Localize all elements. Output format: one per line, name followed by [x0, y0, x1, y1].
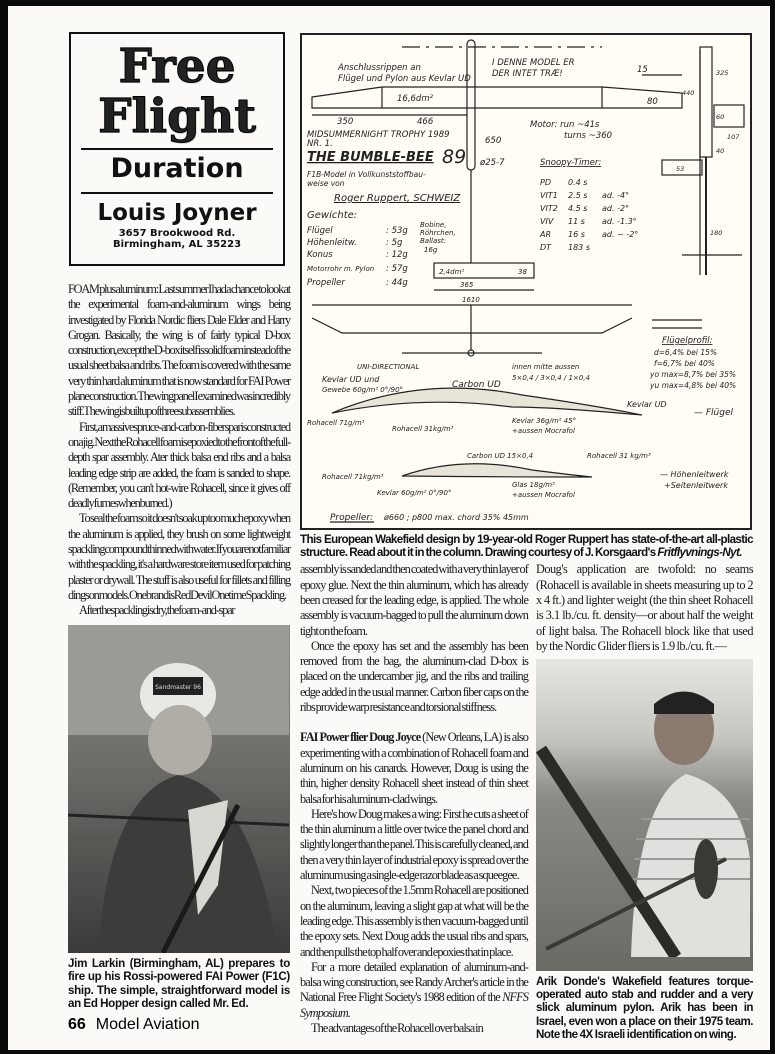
trophy-label: NR. 1.: [307, 139, 333, 149]
paragraph: FOAM plus aluminum: Last summer I had a chance to look at the experimental foam-and-aluminum wings being investigated by Florida Nordic fliers Dale Elder and Harry Grogan. Basically, the wing is of fairly typical D-box construction, except the D-box itself is solid foam instead of the usual sheet balsa and ribs. The foam is covered with the same very thin hard aluminum that is now standard for FAI Power plane construction. The wing panel I examined was incredibly stiff. The wing is built up of three subassemblies.: [68, 282, 290, 419]
article-column-1: [68, 282, 290, 619]
paragraph: First, a massive spruce-and-carbon-fiber spar is constructed on a jig. Next the Rohacell foam is epoxied to the front of the full-depth spar assembly. Ater thick balsa end ribs and a balsa leading edge strip are added, the foam is sanded to shape. (Remember, you can't hot-wire Rohacell, since it gives off deadly fumes when burned.): [68, 419, 290, 511]
weight-label: Motorrohr m. Pylon: [307, 265, 375, 273]
weight-value: : 44g: [386, 278, 408, 288]
dimension-label: 40: [716, 147, 725, 155]
section-note: Kevlar UD: [627, 400, 667, 409]
paragraph: After the spackling is dry, the foam-and-spar: [79, 603, 235, 618]
timer-note: ad. -2°: [602, 204, 630, 213]
divider: [81, 192, 273, 194]
model-name: THE BUMBLE-BEE: [307, 150, 434, 165]
section-note: Rohacell 31kg/m³: [392, 425, 454, 433]
drawing-note: Flügel und Pylon aus Kevlar UD: [338, 74, 471, 84]
timer-value: 0.4 s: [568, 178, 588, 187]
weight-value: : 12g: [386, 250, 408, 260]
left-column-stack: [68, 282, 290, 1010]
dimension-label: 325: [716, 69, 729, 77]
dimension-label: 80: [647, 97, 658, 107]
ballast-note: 16g: [424, 246, 438, 254]
dimension-label: 466: [417, 117, 434, 127]
section-note: Kevlar 60g/m² 0°/90°: [377, 489, 452, 497]
section-note: +aussen Mocrafol: [512, 427, 575, 435]
section-title: Duration: [110, 153, 244, 184]
profile-value: yo max=8,7% bei 35%: [650, 370, 736, 379]
paragraph: Next, two pieces of the 1.5mm Rohacell are positioned on the aluminum, leaving a slight gap at what will be the leading edge. This assembly is then vacuum-bagged until the epoxy sets. Next Doug adds the usual ribs and spars, and then pulls the top half over and epoxies that in place.: [300, 883, 528, 959]
paragraph: [300, 730, 528, 806]
paragraph: [300, 960, 528, 1021]
motor-info: Motor: run ~41s: [530, 120, 600, 130]
fuselage-top: [467, 40, 475, 170]
paragraph: Doug's application are twofold: no seams (Rohacell is available in sheets measuring up to 2 x 4 ft.) and lighter weight (the thin sheet Rohacell is 3.1 lb./cu. ft. density—or about half the weight of light balsa. The Rohacell block like that used by the Nordic Glider fliers is 1.9 lb./cu. ft.—: [536, 562, 753, 653]
weight-value: : 53g: [386, 226, 408, 236]
section-note: Carbon UD: [452, 380, 501, 390]
section-note: Gewebe 60g/m² 0°/90°: [322, 386, 404, 394]
article-column-2: [300, 562, 528, 1041]
weight-value: : 57g: [386, 264, 408, 274]
dimension-label: ø25-7: [480, 158, 505, 168]
column-title-flight: Flight: [98, 89, 256, 144]
dimension-label: 15: [637, 65, 648, 75]
section-note: innen mitte aussen: [512, 363, 580, 371]
dimension-label: 350: [337, 117, 354, 127]
magazine-page: [8, 6, 770, 1050]
construction-note: weise von: [307, 179, 345, 188]
section-label: — Flügel: [694, 408, 733, 418]
builder-name: Roger Ruppert, SCHWEIZ: [334, 193, 461, 204]
section-note: Rohacell 31 kg/m³: [587, 452, 651, 460]
wing-front-view: [312, 318, 632, 333]
profile-value: yu max=4,8% bei 40%: [650, 381, 737, 390]
paragraph: To seal the foam so it doesn't soak up too much epoxy when the aluminum is applied, they brush on some lightweight spackling compound thinned with water. If you are not familiar with the spackling, it's a hardware store item used for patching plaster or drywall. The stuff is also useful for fillets and filling dings on models. One brand is Red Devil Onetime Spackling.: [68, 511, 290, 602]
dimension-label: 1610: [462, 296, 480, 304]
dimension-label: 650: [485, 136, 502, 146]
paragraph-text: (New Orleans, LA) is also experimenting with a combination of Rohacell foam and aluminum on his canards. However, Doug is using the thin, higher density Rohacell sheet instead of thin sheet balsa for his aluminum-clad wings.: [300, 730, 528, 806]
weight-label: Konus: [307, 250, 333, 260]
publication-title: NFFS Symposium.: [300, 990, 528, 1020]
ballast-note: Ballast:: [420, 237, 447, 245]
subject-name: FAI Power flier Doug Joyce: [300, 730, 421, 745]
weights-title: Gewichte:: [307, 210, 358, 221]
weight-label: Flügel: [307, 226, 333, 236]
page-footer: [68, 1016, 200, 1034]
right-area: [300, 533, 753, 1041]
paragraph: The advantages of the Rohacell over balsa in: [311, 1021, 483, 1036]
caption-source: Fritflyvnings-Nyt.: [657, 546, 742, 560]
dimension-label: 2,4dm²: [439, 268, 465, 276]
weight-label: Propeller: [307, 278, 345, 288]
section-note: 5×0,4 / 3×0,4 / 1×0,4: [512, 374, 590, 382]
photo-arik-donde: [536, 659, 753, 971]
cap-logo-text: Sandmaster 96: [155, 683, 201, 691]
right-column-stack: [536, 562, 753, 1041]
trophy-label: MIDSUMMERNIGHT TROPHY 1989: [307, 130, 450, 140]
section-note: Rohacell 71g/m³: [307, 419, 365, 427]
timer-title: Snoopy-Timer:: [540, 158, 602, 168]
section-note: Glas 18g/m²: [512, 481, 555, 489]
dimension-label: 180: [710, 229, 723, 237]
paragraph-text: For a more detailed explanation of aluminum-and-balsa wing construction, see Randy Archer's article in the National Free Flight Society's 1988 edition of the: [300, 959, 528, 1005]
timer-label: VIV: [540, 217, 554, 226]
section-note: UNI-DIRECTIONAL: [357, 363, 420, 371]
tail-airfoil: [402, 464, 592, 477]
timer-value: 16 s: [568, 230, 585, 239]
weight-value: : 5g: [386, 238, 403, 248]
right-columns: [300, 562, 753, 1041]
photo-illustration: [68, 625, 289, 953]
timer-label: VIT2: [540, 204, 558, 213]
dimension-label: 38: [518, 268, 527, 276]
propeller-spec: ø660 ; p800 max. chord 35% 45mm: [384, 513, 529, 522]
paragraph: assembly is sanded and then coated with a very thin layer of epoxy glue. Next the thin aluminum, which has already been creased for the leading edge, is applied. The whole assembly is vacuum-bagged to pull the aluminum down tight on the foam.: [300, 562, 528, 638]
paragraph: Once the epoxy has set and the assembly has been removed from the bag, the aluminum-clad D-box is placed on the undercamber jig, and the ribs and trailing edge added in the usual manner. Carbon fiber caps on the ribs provide warp resistance and torsional stiffness.: [300, 638, 528, 715]
timer-label: PD: [540, 178, 551, 187]
dimension-label: 60: [716, 113, 725, 121]
photo-left-caption: Jim Larkin (Birmingham, AL) prepares to fire up his Rossi-powered FAI Power (F1C) ship. The simple, straightforward model is an Ed Hopper design called Mr. Ed.: [68, 957, 290, 1010]
section-note: Kevlar 36g/m² 45°: [512, 417, 577, 425]
profile-title: Flügelprofil:: [662, 336, 713, 346]
weight-label: Höhenleitw.: [307, 238, 357, 248]
construction-note: F1B-Model in Vollkunststoffbau-: [307, 170, 426, 179]
section-label: +Seitenleitwerk: [664, 481, 728, 490]
profile-value: d=6,4% bei 15%: [654, 348, 717, 357]
timer-label: AR: [540, 230, 552, 239]
timer-value: 2.5 s: [568, 191, 588, 200]
page-number: 66: [68, 1016, 86, 1033]
drawing-note: DER INTET TRÆ!: [492, 69, 563, 79]
dimension-label: 16,6dm²: [397, 94, 434, 104]
dimension-label: 53: [676, 165, 685, 173]
column-title-free: Free: [118, 39, 236, 94]
caption-text: This European Wakefield design by 19-year-old Roger Ruppert has state-of-the-art all-plastic structure. Read about it in the column. Drawing courtesy of J. Korsgaard's: [300, 533, 753, 560]
dimension-label: 107: [727, 133, 740, 141]
motor-info: turns ~360: [564, 131, 613, 141]
dimension-label: 440: [682, 89, 695, 97]
magazine-name: Model Aviation: [95, 1016, 200, 1033]
author-address-line2: Birmingham, AL 35223: [112, 239, 242, 250]
timer-note: ad. ~ -2°: [602, 230, 639, 239]
timer-note: ad. -1.3°: [602, 217, 637, 226]
profile-value: f=6,7% bei 40%: [654, 359, 715, 368]
paragraph: Here's how Doug makes a wing: First he cuts a sheet of the thin aluminum a little over twice the panel chord and slightly longer than the panel. This is carefully cleaned, and then a very thin layer of industrial epoxy is spread over the aluminum using a single-edge razor blade as a squeegee.: [300, 806, 528, 883]
drawing-note: Anschlussrippen an: [338, 63, 421, 73]
plan-svg: [302, 35, 750, 528]
timer-value: 183 s: [568, 243, 590, 252]
propeller-label: Propeller:: [330, 513, 374, 523]
timer-label: VIT1: [540, 191, 558, 200]
section-note: Carbon UD 15×0,4: [467, 452, 534, 460]
section-note: Rohacell 71kg/m³: [322, 473, 384, 481]
model-year: 89: [442, 146, 467, 168]
wing-planform: [312, 87, 682, 108]
author-name: Louis Joyner: [97, 200, 257, 226]
ballast-note: Röhrchen,: [420, 229, 456, 237]
author-address-line1: 3657 Brookwood Rd.: [118, 228, 236, 239]
dimension-label: 365: [460, 281, 474, 289]
drawing-caption: [300, 533, 753, 559]
photo-right-caption: Arik Donde's Wakefield features torque-operated auto stab and rudder and a very slick aluminum pylon. Arik has been in Israel, even won a place on their 1975 team. Note the 4X Israeli identification on wing.: [536, 974, 753, 1041]
section-note: +aussen Mocrafol: [512, 491, 575, 499]
timer-value: 4.5 s: [568, 204, 588, 213]
photo-jim-larkin: [68, 625, 290, 954]
column-header: [69, 32, 285, 266]
article-column-3: [536, 562, 753, 654]
wakefield-plan-drawing: [300, 33, 752, 530]
drawing-note: I DENNE MODEL ER: [492, 58, 575, 68]
divider: [81, 148, 273, 150]
timer-value: 11 s: [568, 217, 585, 226]
section-label: — Höhenleitwerk: [660, 470, 729, 479]
section-note: Kevlar UD und: [322, 375, 380, 384]
photo-illustration: [536, 659, 750, 957]
timer-label: DT: [540, 243, 552, 252]
timer-note: ad. -4°: [602, 191, 630, 200]
ballast-note: Bobine,: [420, 221, 447, 229]
